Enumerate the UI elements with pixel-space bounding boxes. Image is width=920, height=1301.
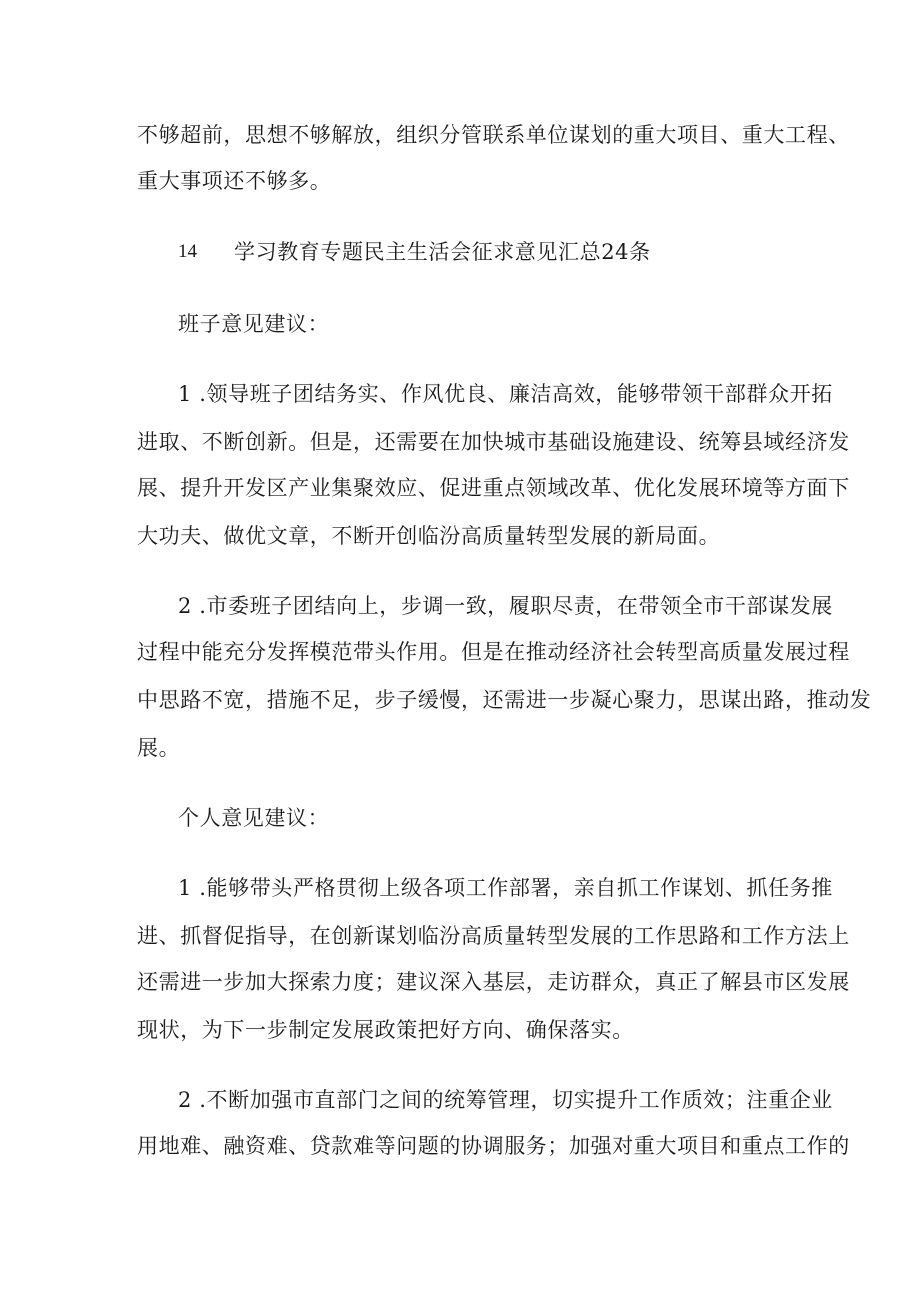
paragraph-line: 进、抓督促指导，在创新谋划临汾高质量转型发展的工作思路和工作方法上: [137, 924, 850, 948]
team-suggestions-label: 班子意见建议：: [178, 312, 330, 336]
intro-line-2: 重大事项还不够多。: [137, 169, 332, 193]
section-title: 学习教育专题民主生活会征求意见汇总24条: [234, 240, 651, 264]
paragraph-line: 大功夫、做优文章，不断开创临汾高质量转型发展的新局面。: [137, 524, 721, 548]
paragraph-line: 过程中能充分发挥模范带头作用。但是在推动经济社会转型高质量发展过程: [137, 640, 850, 664]
section-number: 14: [178, 241, 197, 262]
intro-line-1: 不够超前，思想不够解放，组织分管联系单位谋划的重大项目、重大工程、: [137, 123, 850, 147]
paragraph-line: 1 .领导班子团结务实、作风优良、廉洁高效，能够带领干部群众开拓: [178, 382, 833, 406]
paragraph-line: 展。: [137, 736, 181, 760]
paragraph-line: 现状，为下一步制定发展政策把好方向、确保落实。: [137, 1018, 634, 1042]
paragraph-line: 还需进一步加大探索力度；建议深入基层，走访群众，真正了解县市区发展: [137, 970, 850, 994]
paragraph-line: 进取、不断创新。但是，还需要在加快城市基础设施建设、统筹县域经济发: [137, 430, 850, 454]
paragraph-line: 用地难、融资难、贷款难等问题的协调服务；加强对重大项目和重点工作的: [137, 1134, 850, 1158]
paragraph-line: 展、提升开发区产业集聚效应、促进重点领域改革、优化发展环境等方面下: [137, 476, 850, 500]
paragraph-line: 2 .市委班子团结向上，步调一致，履职尽责，在带领全市干部谋发展: [178, 594, 833, 618]
paragraph-line: 2 .不断加强市直部门之间的统筹管理，切实提升工作质效；注重企业: [178, 1088, 833, 1112]
personal-suggestions-label: 个人意见建议：: [178, 806, 330, 830]
paragraph-line: 1 .能够带头严格贯彻上级各项工作部署，亲自抓工作谋划、抓任务推: [178, 876, 833, 900]
paragraph-line: 中思路不宽，措施不足，步子缓慢，还需进一步凝心聚力，思谋出路，推动发: [137, 688, 872, 712]
